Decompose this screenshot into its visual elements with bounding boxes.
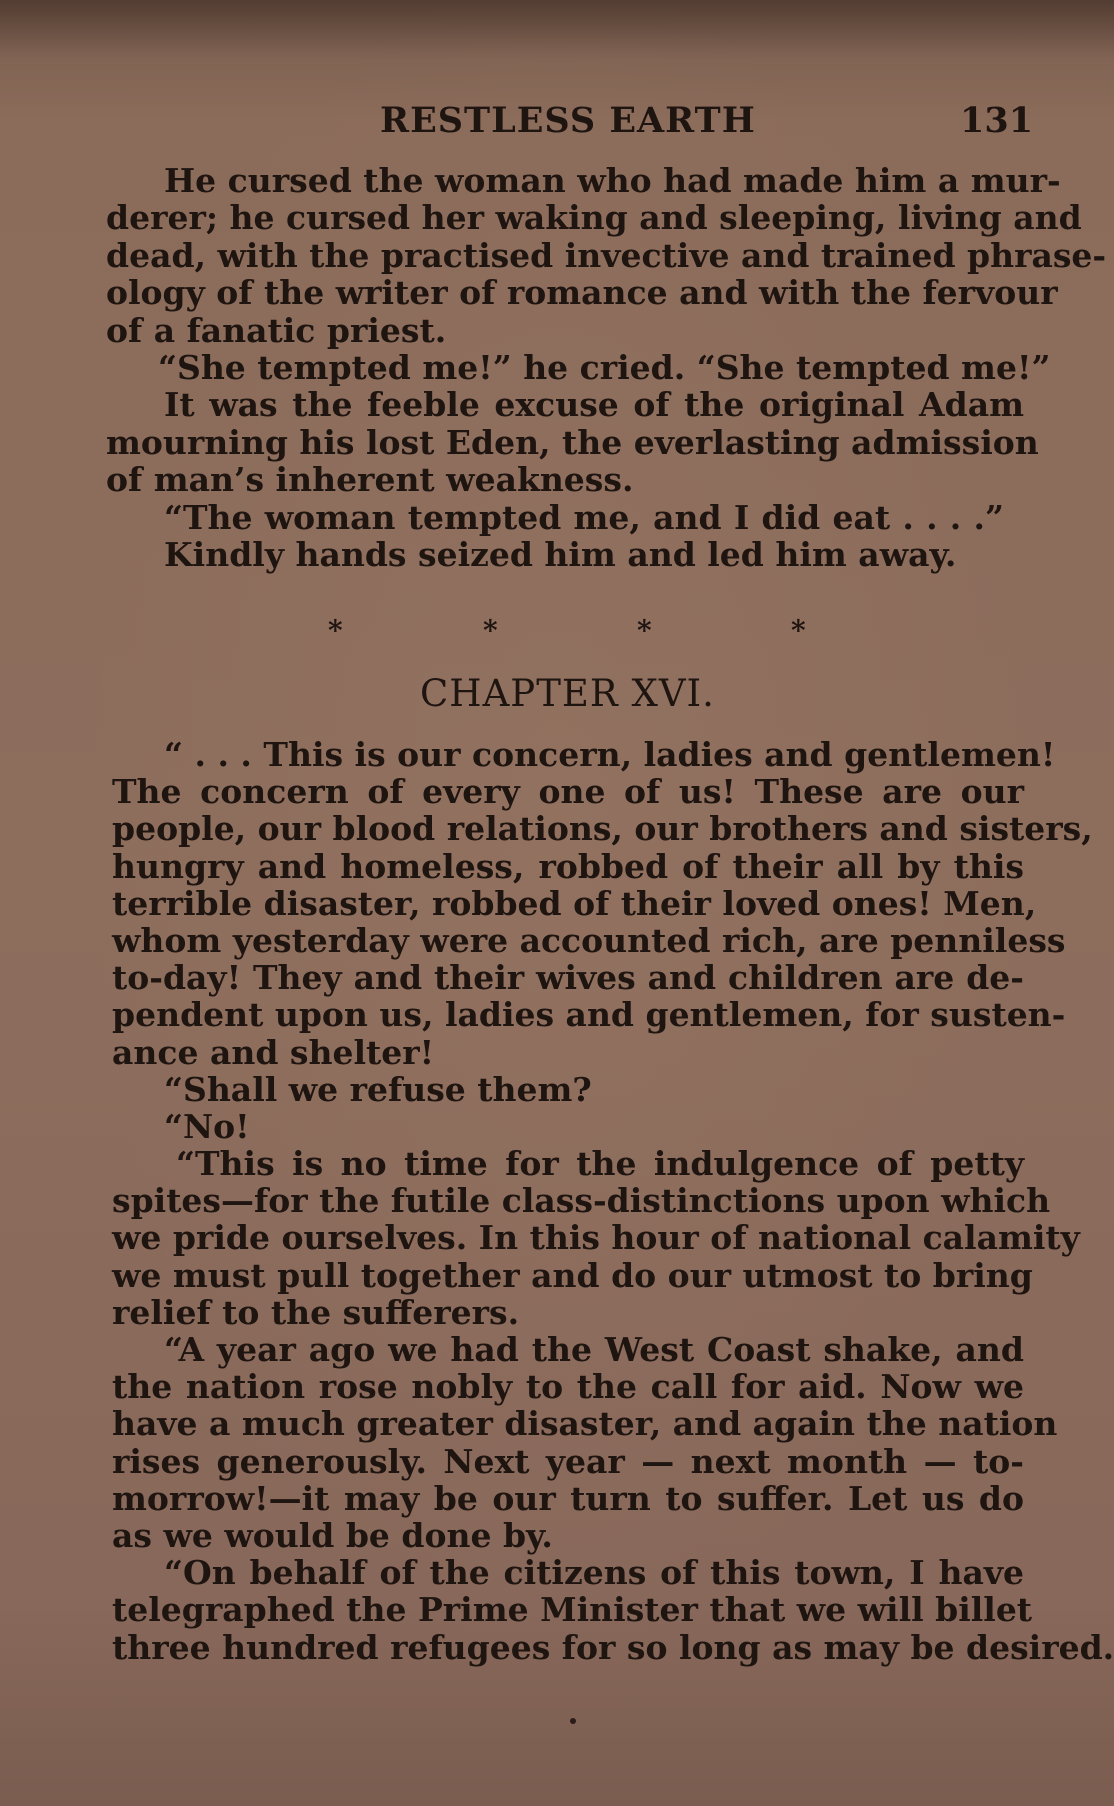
text-line: of man’s inherent weakness.	[106, 460, 634, 500]
text-line: “No!	[164, 1106, 250, 1146]
text-line: “On behalf of the citizens of this town, I have	[164, 1553, 1024, 1593]
text-line: as we would be done by.	[112, 1515, 553, 1555]
text-line: Kindly hands seized him and led him away.	[164, 534, 957, 574]
text-line: “ . . . This is our concern, ladies and gentlemen!	[164, 735, 1056, 774]
page-number: 131	[960, 100, 1034, 141]
text-block-top	[106, 161, 1107, 574]
text-line: rises generously. Next year — next month — to-	[112, 1441, 1024, 1481]
text-line: morrow!—it may be our turn to suffer. Let us do	[112, 1478, 1024, 1518]
text-line: “Shall we refuse them?	[164, 1069, 592, 1109]
section-star: *	[483, 614, 498, 647]
text-line: It was the feeble excuse of the original Adam	[164, 385, 1024, 425]
section-break	[0, 614, 1114, 654]
text-line: “She tempted me!” he cried. “She tempted me!”	[158, 347, 1051, 387]
text-line: have a much greater disaster, and again the nation	[112, 1404, 1058, 1444]
text-line: whom yesterday were accounted rich, are penniless	[112, 920, 1066, 960]
text-line: mourning his lost Eden, the everlasting admission	[106, 422, 1039, 462]
text-line: pendent upon us, ladies and gentlemen, for susten-	[112, 995, 1066, 1035]
text-line: The concern of every one of us! These are our	[112, 772, 1024, 812]
running-title: RESTLESS EARTH	[380, 100, 756, 141]
section-star: *	[791, 614, 806, 647]
text-line: telegraphed the Prime Minister that we will billet	[112, 1590, 1033, 1630]
text-line: people, our blood relations, our brothers and sisters,	[112, 809, 1093, 849]
page-top-edge	[0, 0, 1114, 60]
section-star: *	[328, 614, 343, 647]
section-star: *	[637, 614, 652, 647]
text-line: three hundred refugees for so long as may be desired.	[112, 1627, 1114, 1667]
text-line: the nation rose nobly to the call for aid. Now we	[112, 1367, 1024, 1407]
text-line: hungry and homeless, robbed of their all by this	[112, 846, 1024, 886]
text-line: we must pull together and do our utmost to bring	[112, 1255, 1033, 1295]
text-line: derer; he cursed her waking and sleeping, living and	[106, 198, 1082, 238]
text-line: “The woman tempted me, and I did eat . . . .”	[164, 497, 1004, 537]
text-line: ology of the writer of romance and with the fervour	[106, 273, 1058, 313]
text-line: we pride ourselves. In this hour of national calamity	[112, 1218, 1080, 1258]
text-line: spites—for the futile class-distinctions upon which	[112, 1181, 1051, 1221]
text-line: ance and shelter!	[112, 1032, 435, 1072]
chapter-heading: CHAPTER XVI.	[420, 672, 715, 715]
printer-dot	[570, 1718, 576, 1724]
text-block-chapter	[112, 735, 1114, 1667]
text-line: terrible disaster, robbed of their loved ones! Men,	[112, 883, 1037, 923]
text-line: to-day! They and their wives and children are de-	[112, 958, 1024, 998]
text-line: dead, with the practised invective and trained phrase-	[106, 235, 1107, 275]
text-line: “A year ago we had the West Coast shake, and	[164, 1330, 1024, 1369]
text-line: He cursed the woman who had made him a mur-	[164, 161, 1061, 200]
text-line: of a fanatic priest.	[106, 310, 447, 350]
running-head	[0, 100, 1114, 148]
text-line: relief to the sufferers.	[112, 1292, 520, 1332]
text-line: “This is no time for the indulgence of petty	[176, 1144, 1024, 1184]
